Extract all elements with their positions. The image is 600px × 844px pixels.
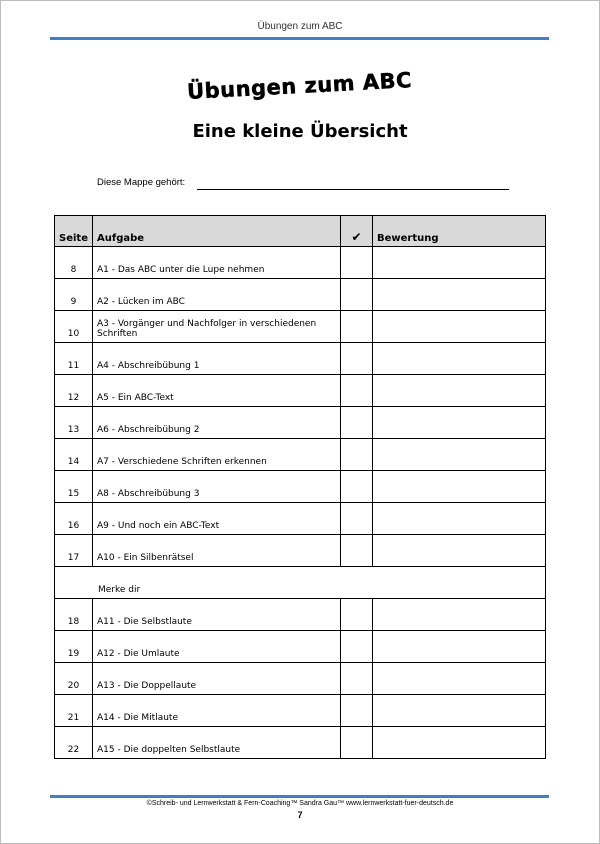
check-cell[interactable]: [341, 311, 373, 343]
page-cell: 16: [55, 503, 93, 535]
table-row: [55, 471, 546, 503]
page-cell: 15: [55, 471, 93, 503]
footer-copyright: ©Schreib- und Lernwerkstatt & Fern-Coaching™ Sandra Gau™ www.lernwerkstatt-fuer-deutsch.de: [146, 800, 454, 807]
table-row: [55, 311, 546, 343]
page-number: 7: [297, 810, 303, 820]
check-cell[interactable]: [341, 727, 373, 759]
table-header-row: [55, 216, 546, 247]
page-subtitle: Eine kleine Übersicht: [192, 121, 408, 142]
rating-cell[interactable]: [373, 727, 546, 759]
rating-cell[interactable]: [373, 311, 546, 343]
task-cell: A14 - Die Mitlaute: [93, 695, 341, 727]
task-cell: A6 - Abschreibübung 2: [93, 407, 341, 439]
col-header-task: Aufgabe: [93, 216, 341, 247]
check-cell[interactable]: [341, 247, 373, 279]
check-cell[interactable]: [341, 663, 373, 695]
rating-cell[interactable]: [373, 279, 546, 311]
check-cell[interactable]: [341, 599, 373, 631]
rating-cell[interactable]: [373, 503, 546, 535]
task-cell: A4 - Abschreibübung 1: [93, 343, 341, 375]
page-cell: 9: [55, 279, 93, 311]
task-cell: A15 - Die doppelten Selbstlaute: [93, 727, 341, 759]
owner-name-line[interactable]: [197, 189, 509, 190]
header-rule: [50, 37, 549, 40]
col-header-rating: Bewertung: [373, 216, 546, 247]
table-row: [55, 439, 546, 471]
col-header-check: ✔: [341, 216, 373, 247]
check-cell[interactable]: [341, 471, 373, 503]
table-row: [55, 695, 546, 727]
page-cell: 22: [55, 727, 93, 759]
table-row: [55, 599, 546, 631]
check-cell[interactable]: [341, 407, 373, 439]
task-cell: A11 - Die Selbstlaute: [93, 599, 341, 631]
page-cell: 20: [55, 663, 93, 695]
check-cell[interactable]: [341, 503, 373, 535]
rating-cell[interactable]: [373, 247, 546, 279]
table-row: [55, 535, 546, 567]
rating-cell[interactable]: [373, 599, 546, 631]
merke-cell: Merke dir: [55, 567, 546, 599]
footer-rule: [50, 795, 549, 798]
page-cell: 17: [55, 535, 93, 567]
page-cell: 19: [55, 631, 93, 663]
rating-cell[interactable]: [373, 375, 546, 407]
header-title: Übungen zum ABC: [257, 21, 343, 32]
page-cell: 11: [55, 343, 93, 375]
owner-label: Diese Mappe gehört:: [97, 177, 186, 188]
task-cell: A1 - Das ABC unter die Lupe nehmen: [93, 247, 341, 279]
check-cell[interactable]: [341, 631, 373, 663]
task-cell: A5 - Ein ABC-Text: [93, 375, 341, 407]
table-row: [55, 631, 546, 663]
col-header-page: Seite: [55, 216, 93, 247]
task-cell: A8 - Abschreibübung 3: [93, 471, 341, 503]
table-row: [55, 343, 546, 375]
rating-cell[interactable]: [373, 439, 546, 471]
page-cell: 21: [55, 695, 93, 727]
merke-row: [55, 567, 546, 599]
overview-table: [54, 215, 546, 759]
check-cell[interactable]: [341, 375, 373, 407]
task-cell: A13 - Die Doppellaute: [93, 663, 341, 695]
rating-cell[interactable]: [373, 695, 546, 727]
task-cell: A7 - Verschiedene Schriften erkennen: [93, 439, 341, 471]
task-cell: A10 - Ein Silbenrätsel: [93, 535, 341, 567]
table-row: [55, 247, 546, 279]
rating-cell[interactable]: [373, 471, 546, 503]
table-row: [55, 407, 546, 439]
check-cell[interactable]: [341, 343, 373, 375]
table-row: [55, 375, 546, 407]
check-cell[interactable]: [341, 279, 373, 311]
task-cell: A2 - Lücken im ABC: [93, 279, 341, 311]
logo-title: [0, 68, 600, 104]
rating-cell[interactable]: [373, 631, 546, 663]
page-cell: 12: [55, 375, 93, 407]
logo-title-text: Übungen zum ABC: [186, 68, 414, 104]
table-row: [55, 503, 546, 535]
check-cell[interactable]: [341, 535, 373, 567]
page-cell: 10: [55, 311, 93, 343]
page-cell: 14: [55, 439, 93, 471]
table-row: [55, 663, 546, 695]
page-cell: 13: [55, 407, 93, 439]
check-cell[interactable]: [341, 695, 373, 727]
check-cell[interactable]: [341, 439, 373, 471]
task-cell: A3 - Vorgänger und Nachfolger in verschiedenen Schriften: [93, 311, 341, 343]
rating-cell[interactable]: [373, 407, 546, 439]
task-cell: A12 - Die Umlaute: [93, 631, 341, 663]
rating-cell[interactable]: [373, 343, 546, 375]
rating-cell[interactable]: [373, 663, 546, 695]
rating-cell[interactable]: [373, 535, 546, 567]
page-cell: 18: [55, 599, 93, 631]
task-cell: A9 - Und noch ein ABC-Text: [93, 503, 341, 535]
page-cell: 8: [55, 247, 93, 279]
table-row: [55, 279, 546, 311]
table-row: [55, 727, 546, 759]
